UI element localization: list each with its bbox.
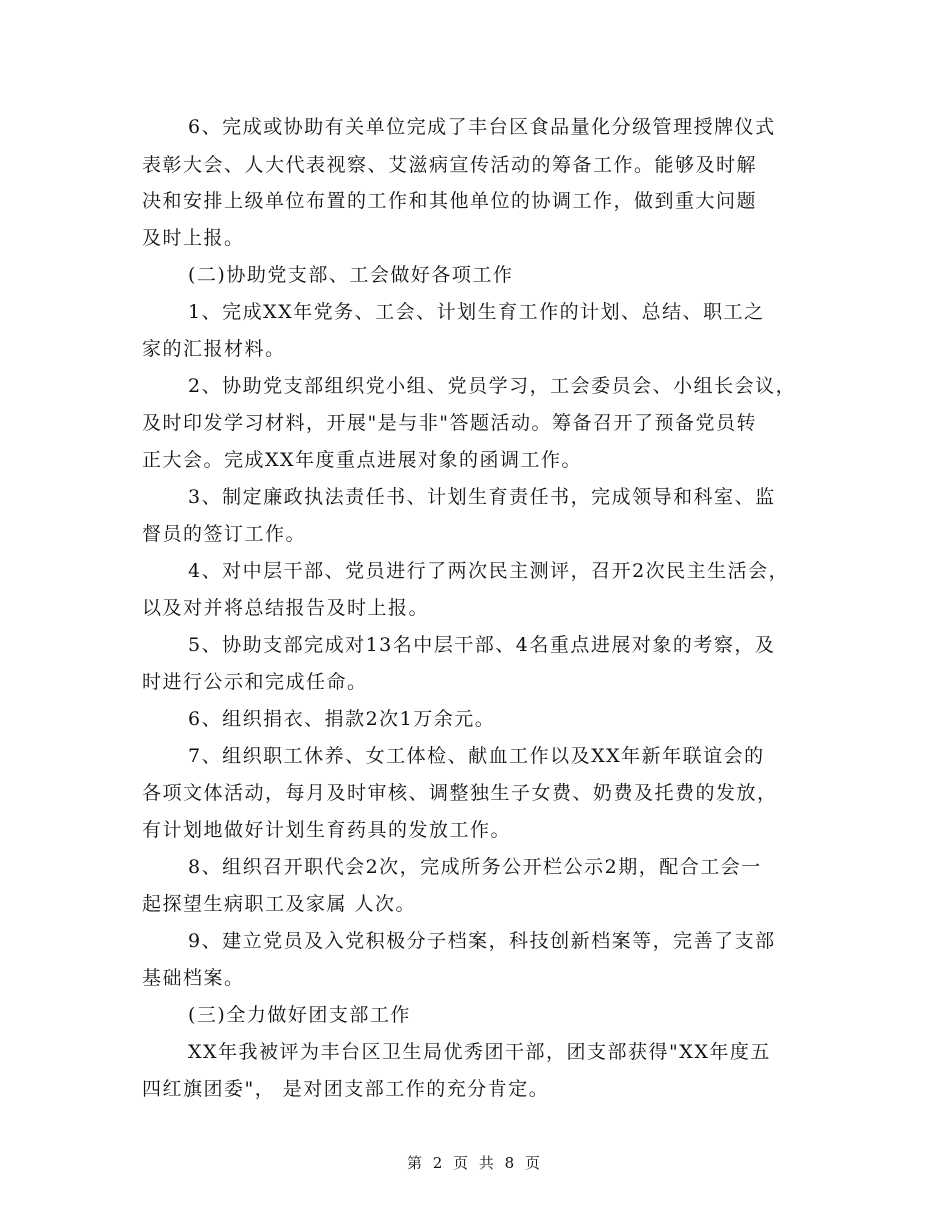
text-line: 四红旗团委"， 是对团支部工作的充分肯定。 [142,1078,550,1100]
text-line: 表彰大会、人大代表视察、艾滋病宣传活动的筹备工作。能够及时解 [142,154,758,176]
text-line: 3、制定廉政执法责任书、计划生育责任书，完成领导和科室、监 [188,486,776,508]
text-line: XX年我被评为丰台区卫生局优秀团干部，团支部获得"XX年度五 [188,1041,771,1063]
text-line: 1、完成XX年党务、工会、计划生育工作的计划、总结、职工之 [188,301,765,323]
page-footer: 第 2 页 共 8 页 [407,1154,543,1172]
section-heading: (二)协助党支部、工会做好各项工作 [188,264,514,286]
text-line: 家的汇报材料。 [142,338,286,360]
text-line: 5、协助支部完成对13名中层干部、4名重点进展对象的考察，及 [188,634,776,656]
section-heading: (三)全力做好团支部工作 [188,1004,411,1026]
text-line: 6、组织捐衣、捐款2次1万余元。 [188,708,496,730]
text-line: 4、对中层干部、党员进行了两次民主测评，召开2次民主生活会， [188,560,790,582]
text-line: 督员的签订工作。 [142,523,307,545]
text-line: 决和安排上级单位布置的工作和其他单位的协调工作，做到重大问题 [142,190,758,212]
text-line: 及时上报。 [142,227,245,249]
text-line: 有计划地做好计划生育药具的发放工作。 [142,819,512,841]
text-line: 2、协助党支部组织党小组、党员学习，工会委员会、小组长会议， [188,375,797,397]
text-line: 各项文体活动，每月及时审核、调整独生子女费、奶费及托费的发放， [142,782,778,804]
text-line: 及时印发学习材料，开展"是与非"答题活动。筹备召开了预备党员转 [142,412,757,434]
text-line: 9、建立党员及入党积极分子档案，科技创新档案等，完善了支部 [188,930,776,952]
text-line: 基础档案。 [142,967,245,989]
text-line: 8、组织召开职代会2次，完成所务公开栏公示2期，配合工会一 [188,856,762,878]
text-line: 6、完成或协助有关单位完成了丰台区食品量化分级管理授牌仪式 [188,116,776,138]
text-line: 以及对并将总结报告及时上报。 [142,597,430,619]
text-line: 7、组织职工休养、女工体检、献血工作以及XX年新年联谊会的 [188,745,765,767]
text-line: 时进行公示和完成任命。 [142,671,368,693]
text-line: 正大会。完成XX年度重点进展对象的函调工作。 [142,449,583,471]
text-line: 起探望生病职工及家属 人次。 [142,893,417,915]
